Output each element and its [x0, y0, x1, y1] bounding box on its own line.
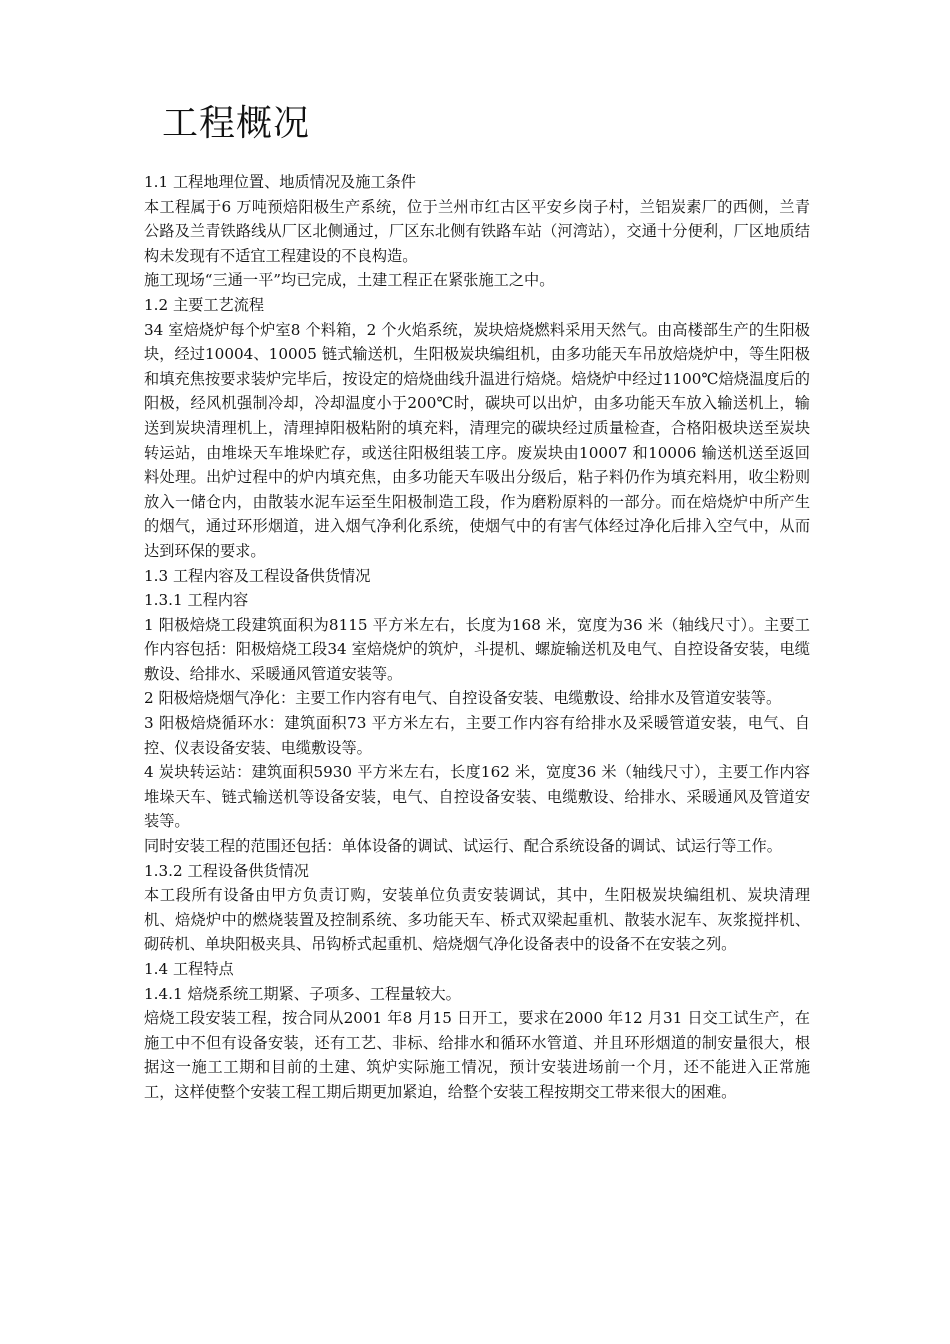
paragraph-site-status: 施工现场“三通一平”均已完成，土建工程正在紧张施工之中。 [144, 271, 555, 290]
section-heading-1-3: 1.3 工程内容及工程设备供货情况 [144, 566, 371, 585]
paragraph-scope: 同时安装工程的范围还包括：单体设备的调试、试运行、配合系统设备的调试、试运行等工作。 [144, 837, 782, 856]
section-heading-1-2: 1.2 主要工艺流程 [144, 295, 265, 314]
section-heading-1-1: 1.1 工程地理位置、地质情况及施工条件 [144, 173, 416, 191]
paragraph-location: 本工程属于6 万吨预焙阳极生产系统，位于兰州市红古区平安乡岗子村，兰铝炭素厂的西侧，兰青公路及兰青铁路线从厂区北侧通过，厂区东北侧有铁路车站（河湾站），交通十分便利，厂区地质结构未发现有不适宜工程建设的不良构造。 [144, 197, 810, 265]
section-heading-1-4: 1.4 工程特点 [144, 960, 234, 978]
list-item-4: 4 炭块转运站：建筑面积5930 平方米左右，长度162 米，宽度36 米（轴线尺寸），主要工作内容堆垛天车、链式输送机等设备安装，电气、自控设备安装、电缆敷设、给排水、采暖通风及管道安装等。 [144, 763, 810, 831]
paragraph-equipment-supply: 本工段所有设备由甲方负责订购，安装单位负责安装调试，其中，生阳极炭块编组机、炭块清理机、焙烧炉中的燃烧装置及控制系统、多功能天车、桥式双梁起重机、散装水泥车、灰浆搅拌机、砌砖机、单块阳极夹具、吊钩桥式起重机、焙烧烟气净化设备表中的设备不在安装之列。 [144, 886, 810, 954]
section-heading-1-3-2: 1.3.2 工程设备供货情况 [144, 861, 309, 880]
paragraph-process-flow: 34 室焙烧炉每个炉室8 个料箱，2 个火焰系统，炭块焙烧燃料采用天然气。由高楼部生产的生阳极块，经过10004、10005 链式输送机，生阳极炭块编组机，由多功能天车吊放焙烧炉中，等生阳极和填充焦按要求装炉完毕后，按设定的焙烧曲线升温进行焙烧。焙烧炉中经过1100℃焙烧温度后的阳极，经风机强制冷却，冷却温度小于200℃时，碳块可以出炉，由多功能天车放入输送机上，输送到炭块清理机上，清理掉阳极粘附的填充料，清理完的碳块经过质量检查，合格阳极块送至炭块转运站，由堆垛天车堆垛贮存，或送往阳极组装工序。废炭块由10007 和10006 输送机送至返回料处理。出炉过程中的炉内填充焦，由多功能天车吸出分级后，粘子料仍作为填充料用，收尘粉则放入一储仓内，由散装水泥车运至生阳极制造工段，作为磨粉原料的一部分。而在焙烧炉中所产生的烟气，通过环形烟道，进入烟气净利化系统，使烟气中的有害气体经过净化后排入空气中，从而达到环保的要求。 [144, 320, 810, 560]
page-title: 工程概况 [162, 103, 311, 144]
section-heading-1-3-1: 1.3.1 工程内容 [144, 591, 249, 610]
document-body [144, 170, 810, 1105]
list-item-3: 3 阳极焙烧循环水：建筑面积73 平方米左右，主要工作内容有给排水及采暖管道安装，电气、自控、仪表设备安装、电缆敷设等。 [144, 714, 810, 757]
section-heading-1-4-1: 1.4.1 焙烧系统工期紧、子项多、工程量较大。 [144, 984, 461, 1003]
list-item-1: 1 阳极焙烧工段建筑面积为8115 平方米左右，长度为168 米，宽度为36 米（轴线尺寸）。主要工作内容包括：阳极焙烧工段34 室焙烧炉的筑炉，斗提机、螺旋输送机及电气、自控设备安装，电缆敷设、给排水、采暖通风管道安装等。 [144, 615, 810, 683]
list-item-2: 2 阳极焙烧烟气净化：主要工作内容有电气、自控设备安装、电缆敷设、给排水及管道安装等。 [144, 689, 782, 708]
paragraph-schedule: 焙烧工段安装工程，按合同从2001 年8 月15 日开工，要求在2000 年12 月31 日交工试生产，在施工中不但有设备安装，还有工艺、非标、给排水和循环水管道、并且环形烟道的制安量很大，根据这一施工工期和目前的土建、筑炉实际施工情况，预计安装进场前一个月，还不能进入正常施工，这样使整个安装工程工期后期更加紧迫，给整个安装工程按期交工带来很大的困难。 [144, 1009, 810, 1101]
